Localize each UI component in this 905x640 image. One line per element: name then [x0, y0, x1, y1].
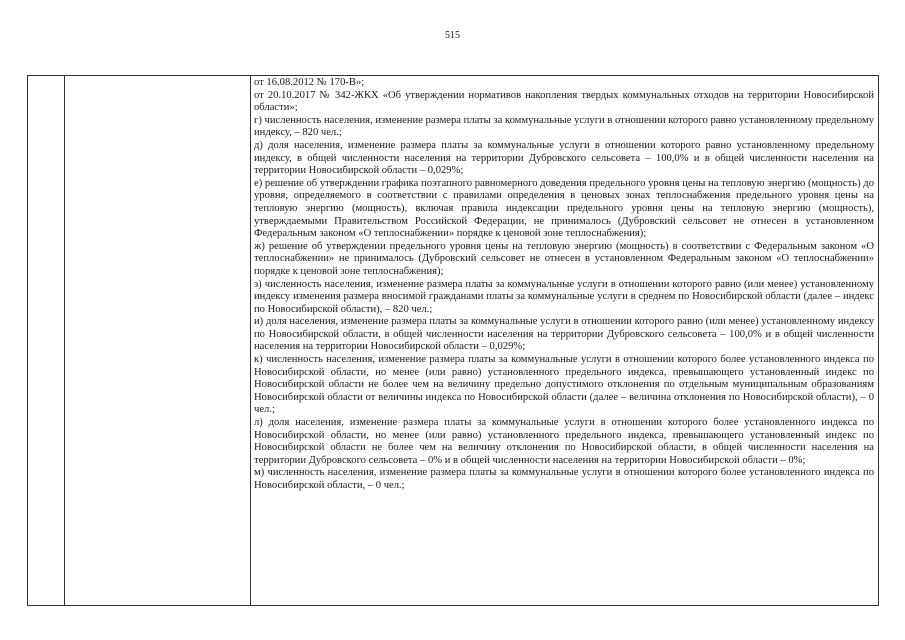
paragraph: е) решение об утверждении графика поэтапного равномерного доведения предельного уровня цены на тепловую энергию (мощность) до уровня, определяемого в соответствии с правилами определения в ценовых зонах теплоснабжения предельного уровня цены на тепловую энергию (мощность), включая правила индексации предельного уровня цены на тепловую энергию (мощность), утверждаемыми Правительством Российской Федерации, не принималось (Дубровский сельсовет не отнесен в установленном Федеральным законом «О теплоснабжении» порядке к ценовой зоне теплоснабжения); [254, 177, 874, 240]
paragraph: д) доля населения, изменение размера платы за коммунальные услуги в отношении которого равно установленному предельному индексу, в общей численности населения на территории Дубровского сельсовета – 100,0% и в общей численности населения на территории Новосибирской области – 0,029%; [254, 139, 874, 177]
paragraph: к) численность населения, изменение размера платы за коммунальные услуги в отношении которого более установленного индекса по Новосибирской области, но менее (или равно) установленного предельного индекса, превышающего установленный индекс по Новосибирской области не более чем на величину предельно допустимого отклонения по отдельным муниципальным образованиям Новосибирской области от величины индекса по Новосибирской области (далее – величина отклонения по Новосибирской области), – 0 чел.; [254, 354, 874, 416]
paragraph: от 20.10.2017 № 342-ЖКХ «Об утверждении нормативов накопления твердых коммунальных отходов на территории Новосибирской области»; [254, 89, 874, 114]
page-number: 515 [445, 30, 460, 41]
paragraph: г) численность населения, изменение размера платы за коммунальные услуги в отношении которого равно установленному предельному индексу, – 820 чел.; [254, 114, 874, 139]
paragraph: от 16.08.2012 № 170-В»; [254, 77, 365, 88]
paragraph: и) доля населения, изменение размера платы за коммунальные услуги в отношении которого равно (или менее) установленному индексу по Новосибирской области, в общей численности населения на территории Дубровского сельсовета – 100,0% и в общей численности населения на территории Новосибирской области – 0,029%; [254, 316, 874, 353]
document-table [27, 75, 879, 606]
paragraph: ж) решение об утверждении предельного уровня цены на тепловую энергию (мощность) в соответствии с Федеральным законом «О теплоснабжении» не принималось (Дубровский сельсовет не отнесен в установленном Федеральным законом «О теплоснабжении» порядке к ценовой зоне теплоснабжения); [254, 240, 874, 277]
table-column-divider [250, 76, 251, 605]
table-column-divider [64, 76, 65, 605]
paragraph: м) численность населения, изменение размера платы за коммунальные услуги в отношении которого более установленного индекса по Новосибирской области, – 0 чел.; [254, 467, 874, 491]
table-cell-text [254, 77, 874, 493]
paragraph: л) доля населения, изменение размера платы за коммунальные услуги в отношении которого более установленного индекса по Новосибирской области, но менее (или равно) установленного предельного индекса, превышающего установленный индекс по Новосибирской области не более чем на величину отклонения по Новосибирской области, в общей численности населения на территории Дубровского сельсовета – 0% и в общей численности населения на территории Новосибирской области – 0%; [254, 417, 874, 466]
paragraph: з) численность населения, изменение размера платы за коммунальные услуги в отношении которого равно (или менее) установленному индексу изменения размера вносимой гражданами платы за коммунальные услуги в среднем по Новосибирской области (далее – индекс по Новосибирской области), – 820 чел.; [254, 278, 874, 315]
